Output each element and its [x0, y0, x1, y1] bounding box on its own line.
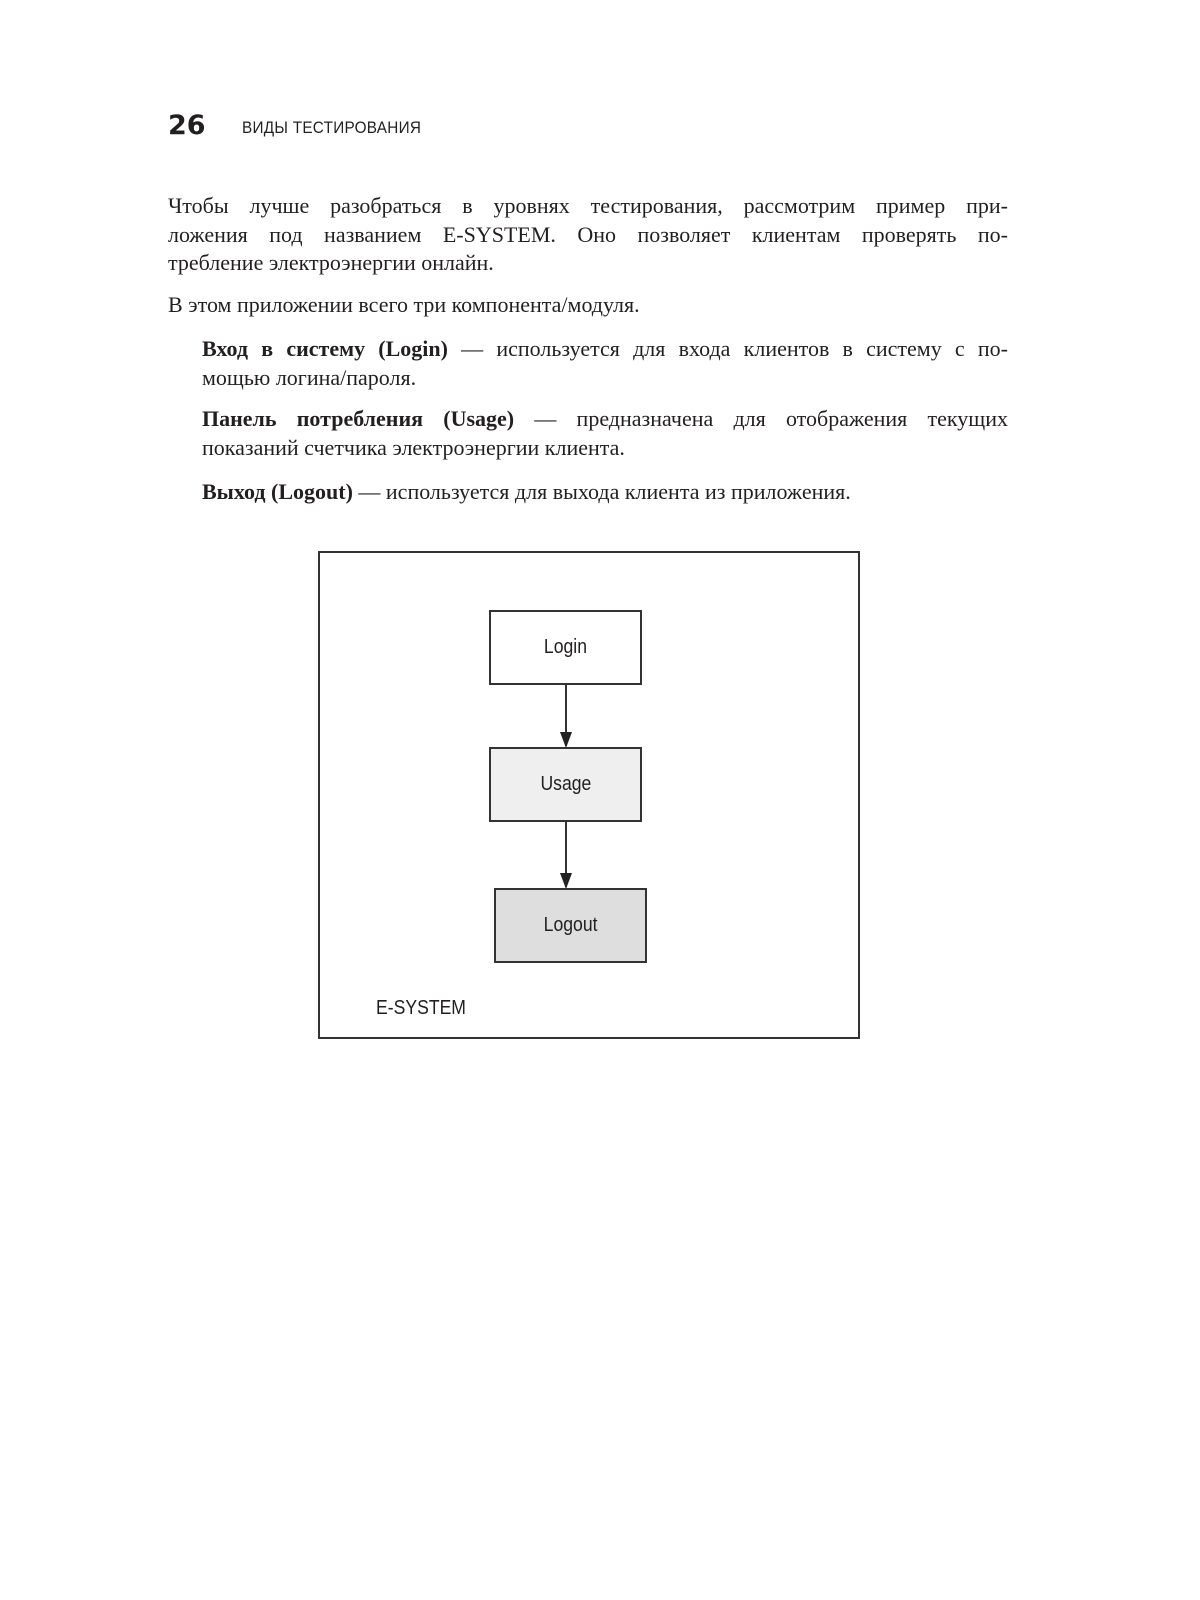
page-number: 26 — [168, 110, 206, 141]
item-text: — предназначена для отображения текущих — [514, 406, 1008, 431]
node-label: Logout — [543, 914, 598, 936]
item-usage — [202, 406, 1008, 432]
system-label: E-SYSTEM — [376, 997, 466, 1019]
node-label: Login — [543, 636, 588, 658]
running-title: ВИДЫ ТЕСТИРОВАНИЯ — [242, 118, 422, 137]
arrow-login-usage — [565, 684, 567, 746]
intro-line: требление электроэнергии онлайн. — [168, 250, 494, 275]
node-label: Usage — [540, 773, 591, 795]
item-term: Вход в систему (Login) — [202, 336, 448, 361]
components-sentence: В этом приложении всего три компонента/модуля. — [168, 292, 640, 317]
item-login-line2: мощью логина/пароля. — [202, 365, 417, 390]
item-login — [202, 336, 1008, 362]
item-term: Панель потребления (Usage) — [202, 406, 515, 431]
e-system-diagram — [318, 551, 860, 1039]
intro-line: ложения под названием E-SYSTEM. Оно позволяет клиентам проверять по- — [168, 222, 1008, 247]
item-text: — используется для выхода клиента из приложения. — [352, 479, 851, 504]
node-usage — [489, 747, 642, 822]
item-term: Выход (Logout) — [202, 479, 353, 504]
arrow-usage-logout — [565, 820, 567, 887]
item-usage-line2: показаний счетчика электроэнергии клиента. — [202, 435, 625, 460]
node-logout — [494, 888, 647, 963]
item-text: — используется для входа клиентов в систему с по- — [447, 336, 1008, 361]
item-logout — [202, 479, 851, 505]
intro-line: Чтобы лучше разобраться в уровнях тестирования, рассмотрим пример при- — [168, 193, 1008, 218]
node-login — [489, 610, 642, 685]
